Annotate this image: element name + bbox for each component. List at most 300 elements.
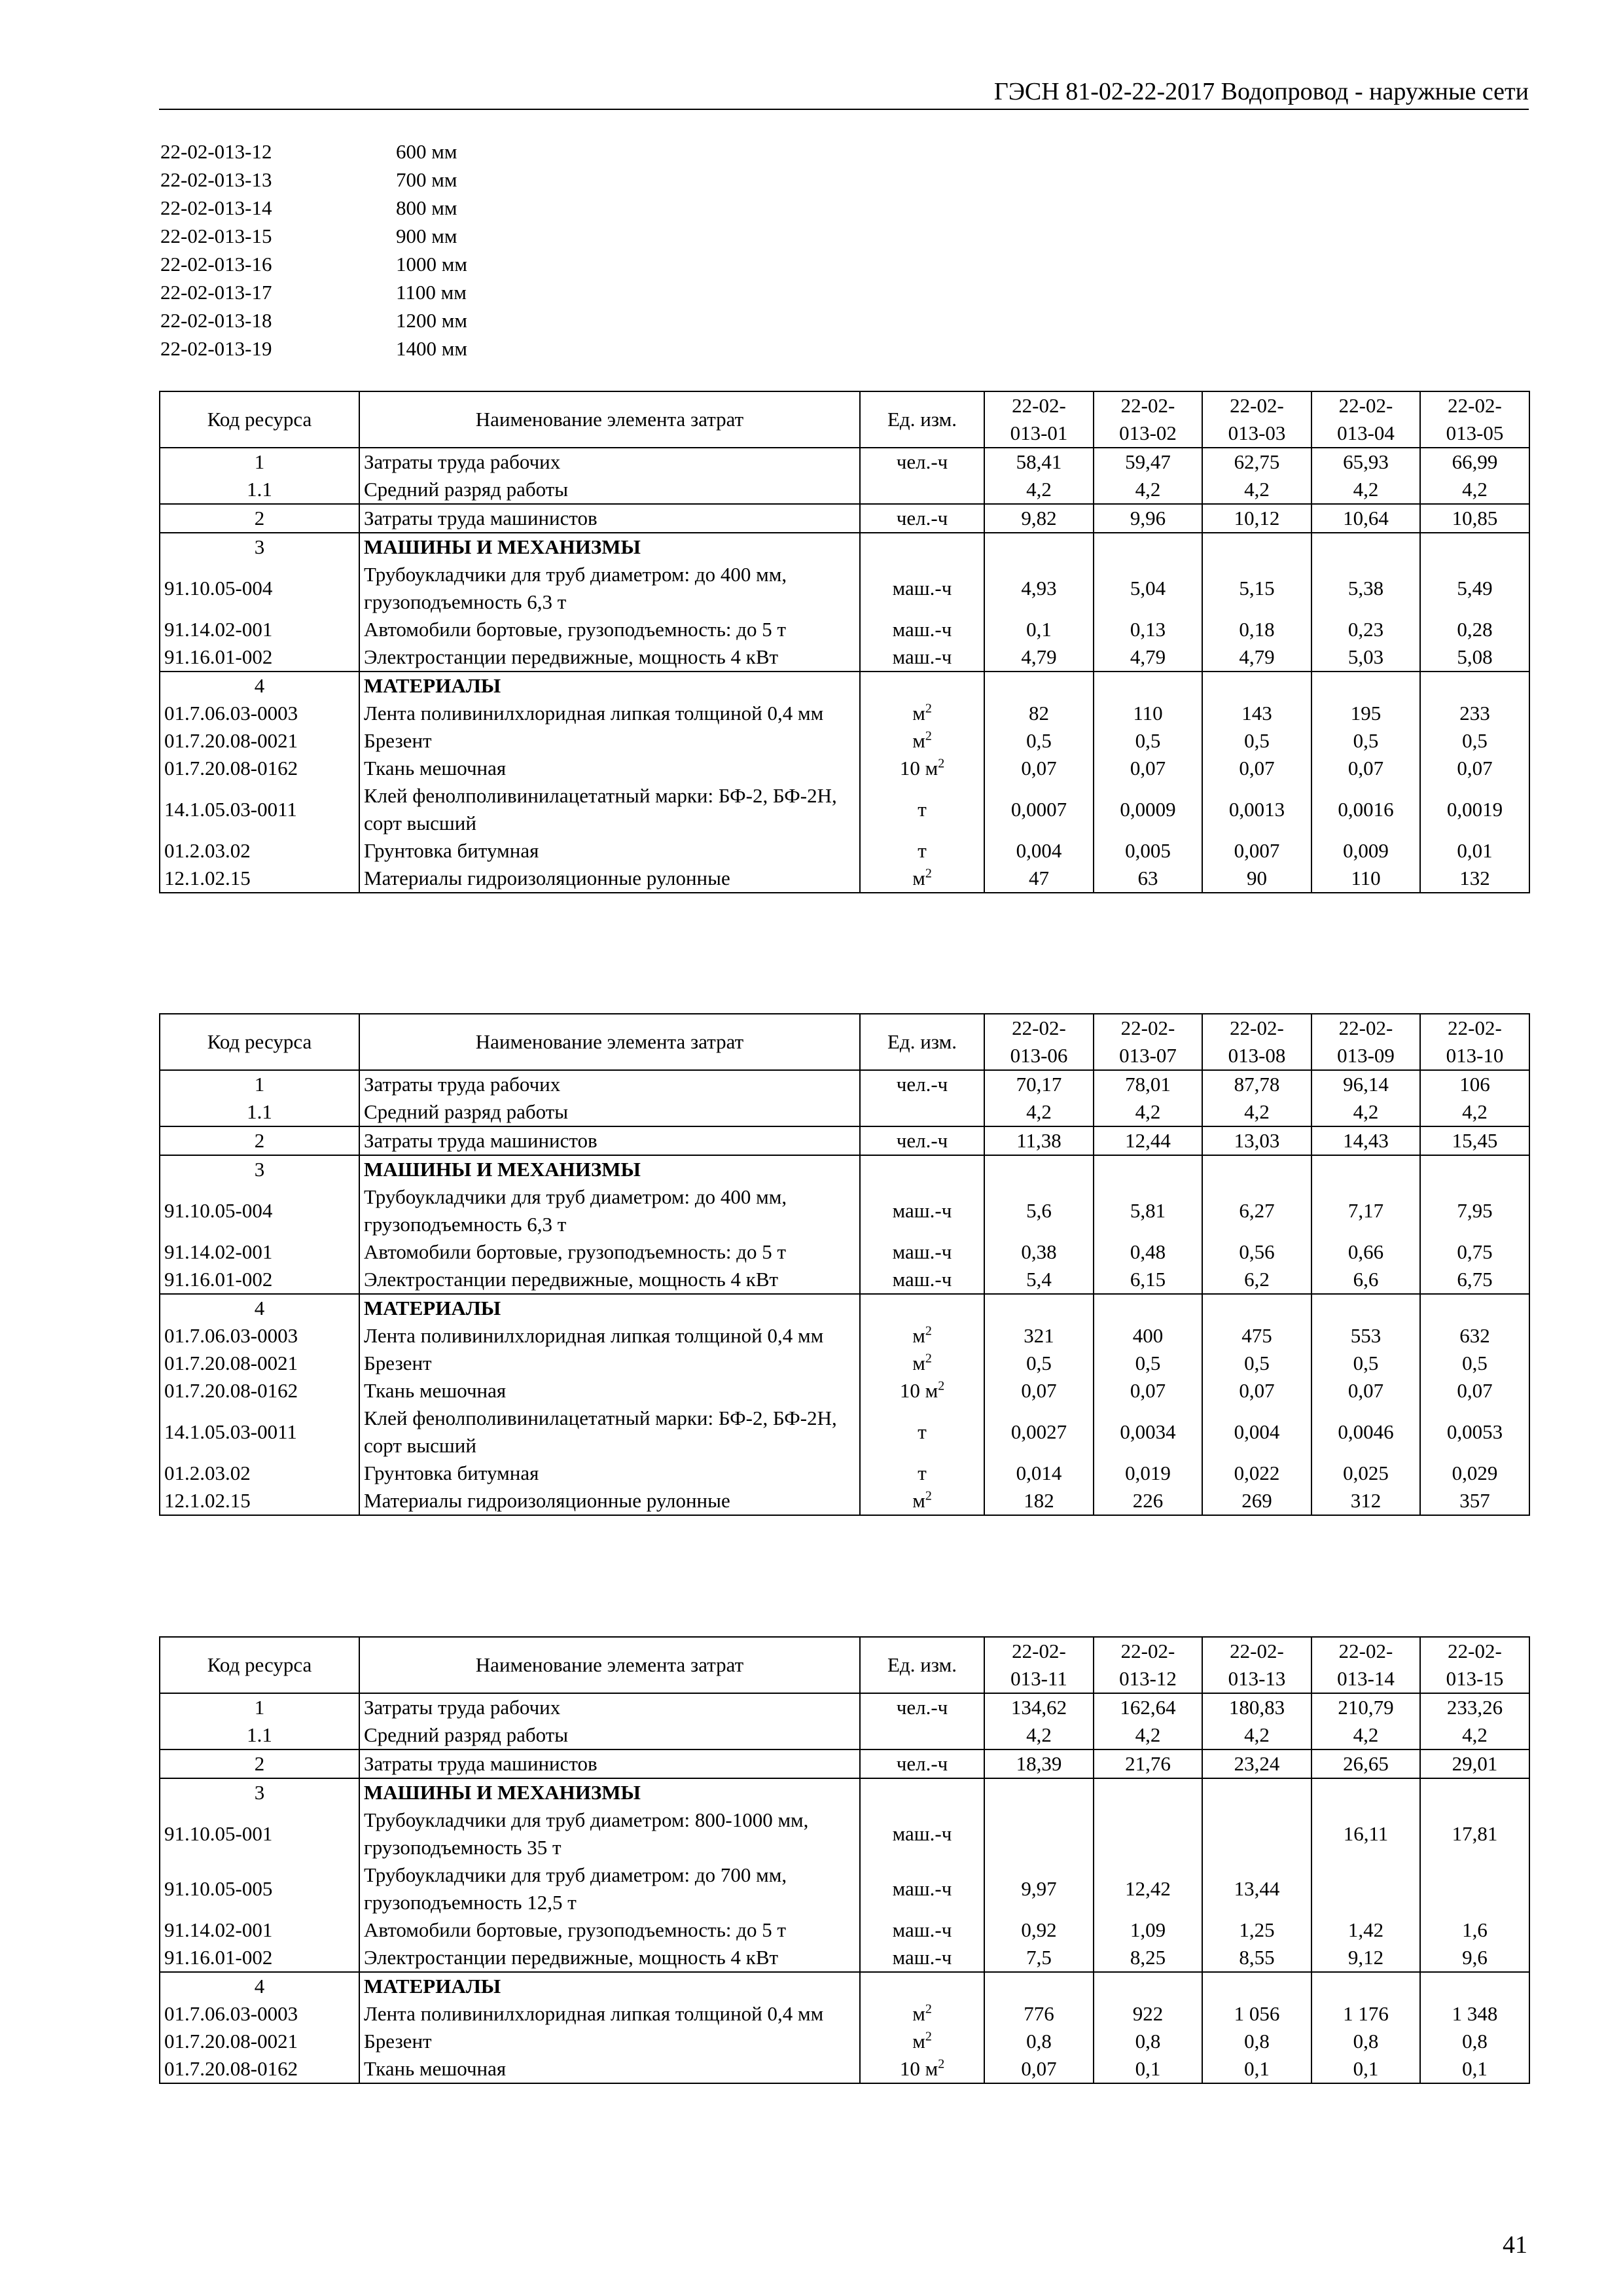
header-norm-column: 22-02- 013-01 — [984, 391, 1094, 448]
resource-value — [1311, 1861, 1420, 1916]
resource-name: Трубоукладчики для труб диаметром: до 400 мм, грузоподъемность 6,3 т — [359, 561, 860, 616]
header-norm-column: 22-02- 013-08 — [1202, 1014, 1311, 1070]
resource-value: 0,66 — [1311, 1238, 1420, 1266]
resource-code: 1.1 — [160, 1098, 359, 1126]
resource-value: 0,5 — [1202, 727, 1311, 755]
resource-code: 2 — [160, 1749, 359, 1778]
resource-value — [984, 533, 1094, 561]
resource-value: 553 — [1311, 1322, 1420, 1350]
resource-value — [1202, 1778, 1311, 1806]
resource-name: Трубоукладчики для труб диаметром: 800-1000 мм, грузоподъемность 35 т — [359, 1806, 860, 1861]
resource-value: 4,2 — [984, 476, 1094, 504]
resource-name: МАШИНЫ И МЕХАНИЗМЫ — [359, 533, 860, 561]
resource-value: 0,005 — [1094, 837, 1202, 865]
resource-value: 29,01 — [1420, 1749, 1529, 1778]
resource-code: 91.16.01-002 — [160, 643, 359, 672]
resource-value: 0,07 — [1420, 1377, 1529, 1405]
resource-name: Лента поливинилхлоридная липкая толщиной 0,4 мм — [359, 2000, 860, 2028]
resource-value: 12,44 — [1094, 1126, 1202, 1155]
table-row — [160, 1126, 1529, 1155]
resource-name: МАТЕРИАЛЫ — [359, 672, 860, 700]
resource-value: 5,03 — [1311, 643, 1420, 672]
resource-unit: маш.-ч — [860, 616, 984, 643]
resource-unit — [860, 672, 984, 700]
resource-name: Ткань мешочная — [359, 2055, 860, 2083]
resource-value: 0,8 — [1094, 2028, 1202, 2055]
code-list-item — [160, 306, 618, 334]
resource-code: 12.1.02.15 — [160, 1487, 359, 1515]
header-norm-column: 22-02- 013-12 — [1094, 1637, 1202, 1693]
table-row — [160, 1350, 1529, 1377]
resource-value: 0,5 — [1420, 727, 1529, 755]
resource-value: 8,55 — [1202, 1944, 1311, 1972]
resource-value: 4,2 — [1420, 1721, 1529, 1749]
resource-value — [1094, 1972, 1202, 2000]
resource-value: 96,14 — [1311, 1070, 1420, 1098]
resource-value: 4,2 — [1094, 476, 1202, 504]
resource-unit: т — [860, 1405, 984, 1460]
header-norm-column: 22-02- 013-06 — [984, 1014, 1094, 1070]
table-row — [160, 1806, 1529, 1861]
resource-value: 1 056 — [1202, 2000, 1311, 2028]
resource-unit: чел.-ч — [860, 1749, 984, 1778]
resource-value: 0,1 — [1094, 2055, 1202, 2083]
resource-value: 6,15 — [1094, 1266, 1202, 1294]
resource-value: 0,75 — [1420, 1238, 1529, 1266]
resource-value: 0,0007 — [984, 782, 1094, 837]
resource-name: МАШИНЫ И МЕХАНИЗМЫ — [359, 1155, 860, 1183]
resource-name: Электростанции передвижные, мощность 4 кВт — [359, 1266, 860, 1294]
resource-name: Затраты труда рабочих — [359, 1070, 860, 1098]
resource-name: Трубоукладчики для труб диаметром: до 700 мм, грузоподъемность 12,5 т — [359, 1861, 860, 1916]
resource-value: 66,99 — [1420, 448, 1529, 476]
resource-value: 78,01 — [1094, 1070, 1202, 1098]
resource-unit: маш.-ч — [860, 1238, 984, 1266]
resource-value: 11,38 — [984, 1126, 1094, 1155]
resource-unit — [860, 1098, 984, 1126]
resource-value: 0,28 — [1420, 616, 1529, 643]
resource-code: 01.7.06.03-0003 — [160, 1322, 359, 1350]
resource-value: 0,004 — [984, 837, 1094, 865]
resource-value: 132 — [1420, 865, 1529, 893]
resource-name: Брезент — [359, 1350, 860, 1377]
resource-value: 0,0034 — [1094, 1405, 1202, 1460]
resource-value: 0,009 — [1311, 837, 1420, 865]
resource-value: 312 — [1311, 1487, 1420, 1515]
resource-code: 01.2.03.02 — [160, 837, 359, 865]
resource-name: Электростанции передвижные, мощность 4 кВт — [359, 1944, 860, 1972]
header-unit: Ед. изм. — [860, 1014, 984, 1070]
resource-unit: чел.-ч — [860, 448, 984, 476]
table-row — [160, 616, 1529, 643]
resource-value: 13,44 — [1202, 1861, 1311, 1916]
resource-value: 17,81 — [1420, 1806, 1529, 1861]
resource-value: 13,03 — [1202, 1126, 1311, 1155]
code-list-description: 700 мм — [396, 168, 457, 191]
resource-unit: т — [860, 1460, 984, 1487]
resource-value: 16,11 — [1311, 1806, 1420, 1861]
resource-value: 357 — [1420, 1487, 1529, 1515]
resource-name: Брезент — [359, 2028, 860, 2055]
resource-unit: $м^2$ — [860, 700, 984, 727]
resource-value — [1420, 1861, 1529, 1916]
resource-value: 10,64 — [1311, 504, 1420, 533]
resource-code: 1.1 — [160, 1721, 359, 1749]
resource-value: 4,2 — [1202, 1721, 1311, 1749]
resource-value — [1094, 1294, 1202, 1322]
resource-value — [1202, 1294, 1311, 1322]
resource-value: 8,25 — [1094, 1944, 1202, 1972]
code-list-item — [160, 194, 618, 222]
resource-value: 4,2 — [1311, 1098, 1420, 1126]
table-row — [160, 727, 1529, 755]
table-row — [160, 1721, 1529, 1749]
resource-code: 1 — [160, 1070, 359, 1098]
table-row — [160, 1861, 1529, 1916]
resource-value: 0,022 — [1202, 1460, 1311, 1487]
code-list-item — [160, 250, 618, 278]
resource-value: 0,8 — [1202, 2028, 1311, 2055]
code-list-description: 800 мм — [396, 196, 457, 219]
resource-value: 110 — [1311, 865, 1420, 893]
table-row — [160, 672, 1529, 700]
table-header-row — [160, 391, 1529, 448]
resource-value: 162,64 — [1094, 1693, 1202, 1721]
resource-code: 4 — [160, 1972, 359, 2000]
resource-unit: т — [860, 782, 984, 837]
code-list-code: 22-02-013-15 — [160, 224, 272, 247]
resource-value: 12,42 — [1094, 1861, 1202, 1916]
resource-value: 0,0019 — [1420, 782, 1529, 837]
resource-value — [1202, 533, 1311, 561]
resource-value: 210,79 — [1311, 1693, 1420, 1721]
resource-value: 0,029 — [1420, 1460, 1529, 1487]
table-row — [160, 1916, 1529, 1944]
resource-value — [1094, 1806, 1202, 1861]
resource-value: 4,2 — [1202, 1098, 1311, 1126]
resource-value: 0,07 — [1094, 755, 1202, 782]
resource-table-1 — [159, 391, 1530, 893]
resource-value: 0,8 — [1420, 2028, 1529, 2055]
code-list-code: 22-02-013-19 — [160, 337, 272, 360]
resource-value: 4,79 — [1094, 643, 1202, 672]
resource-name: Брезент — [359, 727, 860, 755]
resource-code: 14.1.05.03-0011 — [160, 1405, 359, 1460]
header-code: Код ресурса — [160, 1637, 359, 1693]
resource-code: 91.14.02-001 — [160, 1238, 359, 1266]
resource-unit: маш.-ч — [860, 1183, 984, 1238]
resource-value: 400 — [1094, 1322, 1202, 1350]
resource-unit — [860, 1972, 984, 2000]
resource-value: 226 — [1094, 1487, 1202, 1515]
resource-unit: маш.-ч — [860, 643, 984, 672]
header-name: Наименование элемента затрат — [359, 1637, 860, 1693]
table-row — [160, 1266, 1529, 1294]
resource-code: 91.10.05-001 — [160, 1806, 359, 1861]
header-norm-column: 22-02- 013-09 — [1311, 1014, 1420, 1070]
resource-code: 12.1.02.15 — [160, 865, 359, 893]
resource-value: 1,25 — [1202, 1916, 1311, 1944]
resource-unit: $м^2$ — [860, 1350, 984, 1377]
resource-value: 106 — [1420, 1070, 1529, 1098]
resource-value: 5,38 — [1311, 561, 1420, 616]
resource-value: 7,17 — [1311, 1183, 1420, 1238]
header-norm-column: 22-02- 013-11 — [984, 1637, 1094, 1693]
resource-value: 0,07 — [1420, 755, 1529, 782]
resource-value — [1202, 1155, 1311, 1183]
table-row — [160, 1749, 1529, 1778]
resource-value — [984, 672, 1094, 700]
resource-value: 0,8 — [1311, 2028, 1420, 2055]
resource-unit: маш.-ч — [860, 1806, 984, 1861]
table-row — [160, 1778, 1529, 1806]
resource-value: 0,07 — [984, 1377, 1094, 1405]
resource-name: Автомобили бортовые, грузоподъемность: до 5 т — [359, 616, 860, 643]
resource-code: 1 — [160, 1693, 359, 1721]
resource-value: 4,79 — [1202, 643, 1311, 672]
resource-name: Клей фенолполивинилацетатный марки: БФ-2, БФ-2Н, сорт высший — [359, 1405, 860, 1460]
resource-value — [1420, 1778, 1529, 1806]
resource-value: 0,18 — [1202, 616, 1311, 643]
resource-value: 0,38 — [984, 1238, 1094, 1266]
resource-value: 0,23 — [1311, 616, 1420, 643]
table-row — [160, 1972, 1529, 2000]
resource-code: 91.14.02-001 — [160, 616, 359, 643]
resource-value: 4,2 — [1094, 1721, 1202, 1749]
resource-name: Автомобили бортовые, грузоподъемность: до 5 т — [359, 1238, 860, 1266]
resource-value: 632 — [1420, 1322, 1529, 1350]
table-row — [160, 561, 1529, 616]
resource-code: 14.1.05.03-0011 — [160, 782, 359, 837]
header-norm-column: 22-02- 013-10 — [1420, 1014, 1529, 1070]
resource-value: 4,2 — [1420, 476, 1529, 504]
header-norm-column: 22-02- 013-02 — [1094, 391, 1202, 448]
resource-value: 4,2 — [1311, 476, 1420, 504]
resource-value — [1094, 1778, 1202, 1806]
resource-value: 0,014 — [984, 1460, 1094, 1487]
table-row — [160, 2028, 1529, 2055]
resource-value: 10,85 — [1420, 504, 1529, 533]
resource-code: 3 — [160, 1155, 359, 1183]
resource-value: 0,5 — [984, 727, 1094, 755]
code-list-description: 1200 мм — [396, 309, 467, 332]
resource-value: 5,81 — [1094, 1183, 1202, 1238]
table-header-row — [160, 1637, 1529, 1693]
resource-value: 47 — [984, 865, 1094, 893]
code-list-code: 22-02-013-18 — [160, 309, 272, 332]
resource-code: 2 — [160, 504, 359, 533]
code-list-description: 1400 мм — [396, 337, 467, 360]
resource-value: 0,0016 — [1311, 782, 1420, 837]
resource-unit: 10 $м^2$ — [860, 2055, 984, 2083]
code-list-code: 22-02-013-14 — [160, 196, 272, 219]
resource-value: 1 348 — [1420, 2000, 1529, 2028]
resource-value: 233,26 — [1420, 1693, 1529, 1721]
table-row — [160, 837, 1529, 865]
resource-value: 269 — [1202, 1487, 1311, 1515]
resource-unit: чел.-ч — [860, 1693, 984, 1721]
resource-unit: 10 $м^2$ — [860, 755, 984, 782]
resource-code: 01.7.20.08-0021 — [160, 1350, 359, 1377]
resource-value: 5,08 — [1420, 643, 1529, 672]
resource-value — [984, 1778, 1094, 1806]
resource-value: 5,4 — [984, 1266, 1094, 1294]
resource-value: 62,75 — [1202, 448, 1311, 476]
resource-unit: $м^2$ — [860, 2028, 984, 2055]
resource-name: Затраты труда машинистов — [359, 1126, 860, 1155]
header-norm-column: 22-02- 013-15 — [1420, 1637, 1529, 1693]
resource-value — [1202, 1972, 1311, 2000]
resource-code: 01.7.20.08-0162 — [160, 2055, 359, 2083]
resource-value: 9,82 — [984, 504, 1094, 533]
resource-value — [1311, 533, 1420, 561]
resource-value: 0,0046 — [1311, 1405, 1420, 1460]
resource-value: 7,95 — [1420, 1183, 1529, 1238]
resource-value: 233 — [1420, 700, 1529, 727]
resource-name: МАТЕРИАЛЫ — [359, 1972, 860, 2000]
code-list-code: 22-02-013-17 — [160, 281, 272, 304]
resource-value — [1311, 1155, 1420, 1183]
resource-value: 4,2 — [984, 1721, 1094, 1749]
resource-value: 0,1 — [1311, 2055, 1420, 2083]
resource-unit — [860, 1721, 984, 1749]
table-row — [160, 1944, 1529, 1972]
resource-value: 0,5 — [984, 1350, 1094, 1377]
resource-value: 0,004 — [1202, 1405, 1311, 1460]
resource-code: 91.14.02-001 — [160, 1916, 359, 1944]
table-row — [160, 448, 1529, 476]
resource-name: Средний разряд работы — [359, 1721, 860, 1749]
resource-value: 9,12 — [1311, 1944, 1420, 1972]
header-code: Код ресурса — [160, 1014, 359, 1070]
resource-name: Электростанции передвижные, мощность 4 кВт — [359, 643, 860, 672]
resource-value: 922 — [1094, 2000, 1202, 2028]
resource-value — [1094, 672, 1202, 700]
table-row — [160, 700, 1529, 727]
code-list — [160, 137, 618, 363]
resource-value: 1,6 — [1420, 1916, 1529, 1944]
resource-name: Затраты труда машинистов — [359, 1749, 860, 1778]
table-row — [160, 1183, 1529, 1238]
resource-value — [984, 1806, 1094, 1861]
resource-unit — [860, 1155, 984, 1183]
resource-unit: маш.-ч — [860, 561, 984, 616]
resource-value: 776 — [984, 2000, 1094, 2028]
resource-unit — [860, 533, 984, 561]
resource-value: 14,43 — [1311, 1126, 1420, 1155]
resource-value: 195 — [1311, 700, 1420, 727]
resource-code: 1 — [160, 448, 359, 476]
resource-value: 0,8 — [984, 2028, 1094, 2055]
table-row — [160, 1405, 1529, 1460]
resource-value: 6,2 — [1202, 1266, 1311, 1294]
table-row — [160, 755, 1529, 782]
resource-value: 70,17 — [984, 1070, 1094, 1098]
resource-value: 0,48 — [1094, 1238, 1202, 1266]
resource-unit: 10 $м^2$ — [860, 1377, 984, 1405]
resource-name: Лента поливинилхлоридная липкая толщиной 0,4 мм — [359, 700, 860, 727]
table-row — [160, 865, 1529, 893]
resource-name: МАТЕРИАЛЫ — [359, 1294, 860, 1322]
resource-value: 9,96 — [1094, 504, 1202, 533]
resource-value: 0,0009 — [1094, 782, 1202, 837]
resource-value: 180,83 — [1202, 1693, 1311, 1721]
resource-unit: $м^2$ — [860, 865, 984, 893]
resource-value: 1,09 — [1094, 1916, 1202, 1944]
resource-name: Затраты труда рабочих — [359, 1693, 860, 1721]
resource-unit — [860, 476, 984, 504]
resource-value: 5,49 — [1420, 561, 1529, 616]
resource-value: 18,39 — [984, 1749, 1094, 1778]
resource-name: Клей фенолполивинилацетатный марки: БФ-2, БФ-2Н, сорт высший — [359, 782, 860, 837]
code-list-code: 22-02-013-13 — [160, 168, 272, 191]
resource-value: 6,27 — [1202, 1183, 1311, 1238]
resource-code: 1.1 — [160, 476, 359, 504]
resource-code: 91.10.05-004 — [160, 561, 359, 616]
table-row — [160, 1070, 1529, 1098]
resource-value — [1202, 672, 1311, 700]
resource-value: 6,6 — [1311, 1266, 1420, 1294]
resource-value: 0,1 — [1202, 2055, 1311, 2083]
resource-code: 2 — [160, 1126, 359, 1155]
document-title: ГЭСН 81-02-22-2017 Водопровод - наружные сети — [993, 78, 1529, 105]
resource-value — [1420, 533, 1529, 561]
resource-value — [1094, 533, 1202, 561]
resource-value: 0,1 — [984, 616, 1094, 643]
resource-value — [984, 1294, 1094, 1322]
resource-value: 59,47 — [1094, 448, 1202, 476]
resource-value: 0,07 — [984, 2055, 1094, 2083]
table-header-row — [160, 1014, 1529, 1070]
resource-value: 143 — [1202, 700, 1311, 727]
resource-code: 01.7.20.08-0162 — [160, 1377, 359, 1405]
resource-name: Материалы гидроизоляционные рулонные — [359, 865, 860, 893]
resource-unit: чел.-ч — [860, 1070, 984, 1098]
resource-value — [1311, 672, 1420, 700]
table-row — [160, 1238, 1529, 1266]
resource-value: 58,41 — [984, 448, 1094, 476]
resource-value: 4,93 — [984, 561, 1094, 616]
resource-code: 91.16.01-002 — [160, 1944, 359, 1972]
resource-value: 0,07 — [1094, 1377, 1202, 1405]
resource-code: 91.16.01-002 — [160, 1266, 359, 1294]
resource-name: Ткань мешочная — [359, 1377, 860, 1405]
table-row — [160, 476, 1529, 504]
resource-code: 01.2.03.02 — [160, 1460, 359, 1487]
header-norm-column: 22-02- 013-05 — [1420, 391, 1529, 448]
resource-value: 0,07 — [984, 755, 1094, 782]
header-norm-column: 22-02- 013-04 — [1311, 391, 1420, 448]
header-unit: Ед. изм. — [860, 391, 984, 448]
table-row — [160, 2000, 1529, 2028]
resource-value: 1 176 — [1311, 2000, 1420, 2028]
resource-code: 01.7.20.08-0021 — [160, 727, 359, 755]
resource-value: 110 — [1094, 700, 1202, 727]
resource-value: 0,5 — [1311, 727, 1420, 755]
resource-table-3 — [159, 1636, 1530, 2084]
header-norm-column: 22-02- 013-03 — [1202, 391, 1311, 448]
table-row — [160, 1487, 1529, 1515]
resource-value: 9,97 — [984, 1861, 1094, 1916]
resource-value: 0,07 — [1202, 755, 1311, 782]
table-row — [160, 2055, 1529, 2083]
resource-value: 0,92 — [984, 1916, 1094, 1944]
resource-value: 10,12 — [1202, 504, 1311, 533]
resource-value: 0,13 — [1094, 616, 1202, 643]
resource-code: 4 — [160, 672, 359, 700]
resource-value — [1311, 1294, 1420, 1322]
resource-value: 0,07 — [1311, 1377, 1420, 1405]
